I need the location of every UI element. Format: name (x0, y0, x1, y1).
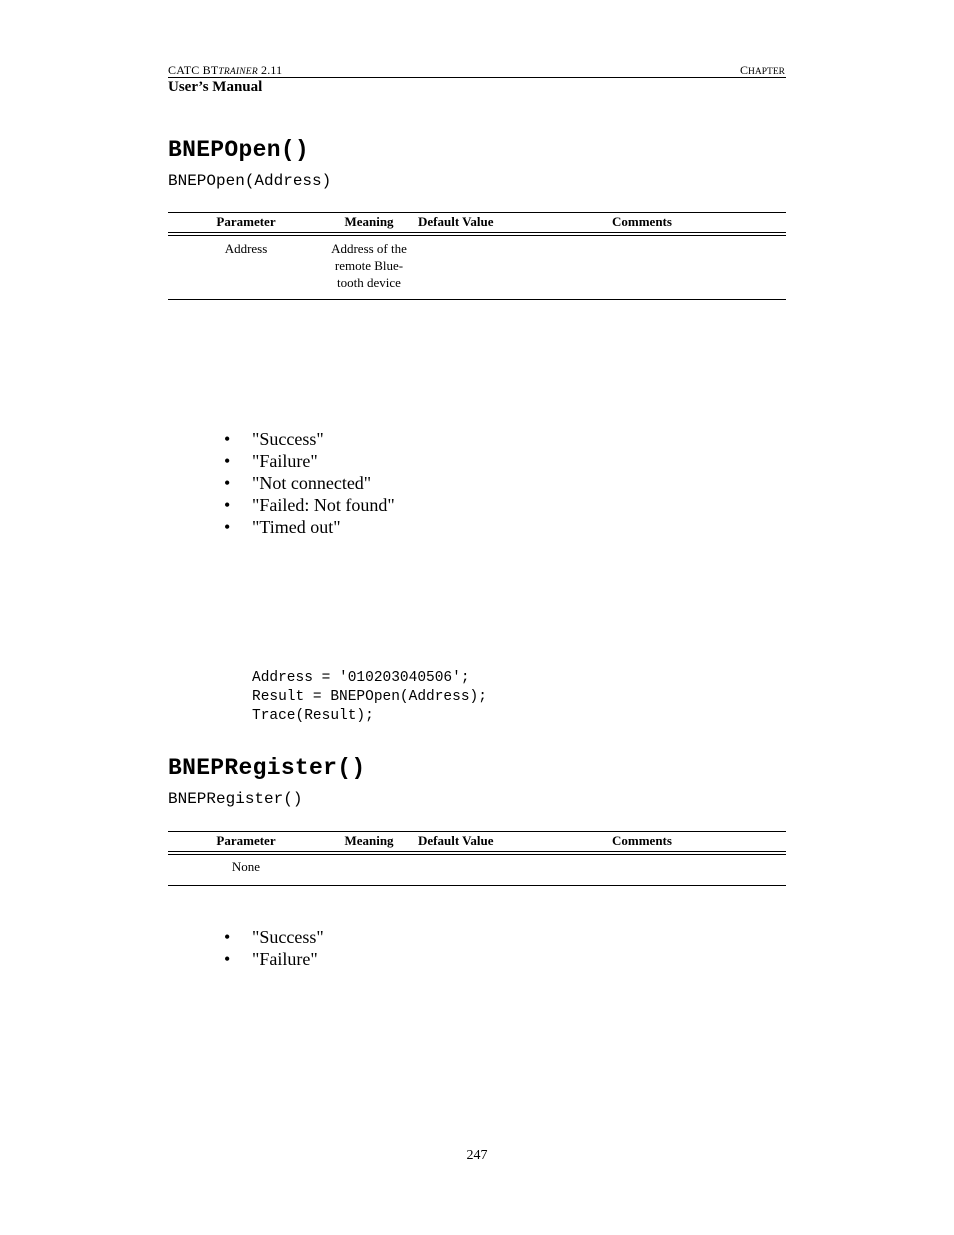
list-item: • "Failed: Not found" (224, 494, 395, 516)
cell-parameter: Address (224, 241, 268, 256)
function-signature: BNEPOpen(Address) (168, 172, 332, 190)
running-header-subtitle: User’s Manual (168, 79, 263, 95)
page-number: 247 (466, 1148, 488, 1163)
running-header-chapter (740, 63, 785, 78)
product-version: 2.11 (257, 63, 283, 77)
list-item: • "Failure" (224, 948, 324, 970)
list-item: • "Success" (224, 926, 324, 948)
return-values-list (224, 926, 324, 970)
section-title: BNEPRegister() (168, 755, 366, 781)
header-meaning: Meaning (344, 833, 394, 848)
product-smallcaps: TRAINER (218, 67, 258, 77)
chapter-rest: HAPTER (748, 67, 785, 77)
parameter-table (168, 212, 786, 300)
header-comments: Comments (612, 833, 672, 848)
cell-parameter: None (231, 859, 261, 874)
header-comments: Comments (612, 214, 672, 229)
code-line: Trace(Result); (252, 708, 374, 724)
list-item: • "Failure" (224, 450, 395, 472)
product-prefix: CATC BT (168, 63, 219, 77)
meaning-line: remote Blue- (334, 258, 404, 273)
code-line: Result = BNEPOpen(Address); (252, 689, 487, 705)
parameter-table (168, 831, 786, 886)
table-row (168, 236, 786, 299)
section-title: BNEPOpen() (168, 137, 310, 163)
function-signature: BNEPRegister() (168, 790, 303, 808)
return-values-list (224, 428, 395, 538)
list-item: • "Timed out" (224, 516, 395, 538)
meaning-line: tooth device (337, 275, 401, 290)
header-default-value: Default Value (418, 214, 494, 229)
header-parameter: Parameter (216, 214, 276, 229)
list-item: • "Not connected" (224, 472, 395, 494)
table-bottom-rule (168, 299, 786, 300)
table-row (168, 855, 786, 885)
chapter-first-letter: C (740, 63, 749, 77)
table-header-row (168, 832, 786, 851)
table-header-row (168, 213, 786, 232)
cell-meaning (324, 240, 414, 291)
header-parameter: Parameter (216, 833, 276, 848)
header-meaning: Meaning (344, 214, 394, 229)
table-bottom-rule (168, 885, 786, 886)
code-line: Address = '010203040506'; (252, 670, 470, 686)
meaning-line: Address of the (331, 241, 407, 256)
example-code-block (252, 669, 487, 726)
header-rule (168, 77, 786, 78)
list-item: • "Success" (224, 428, 395, 450)
running-header-product (168, 63, 282, 78)
header-default-value: Default Value (418, 833, 494, 848)
